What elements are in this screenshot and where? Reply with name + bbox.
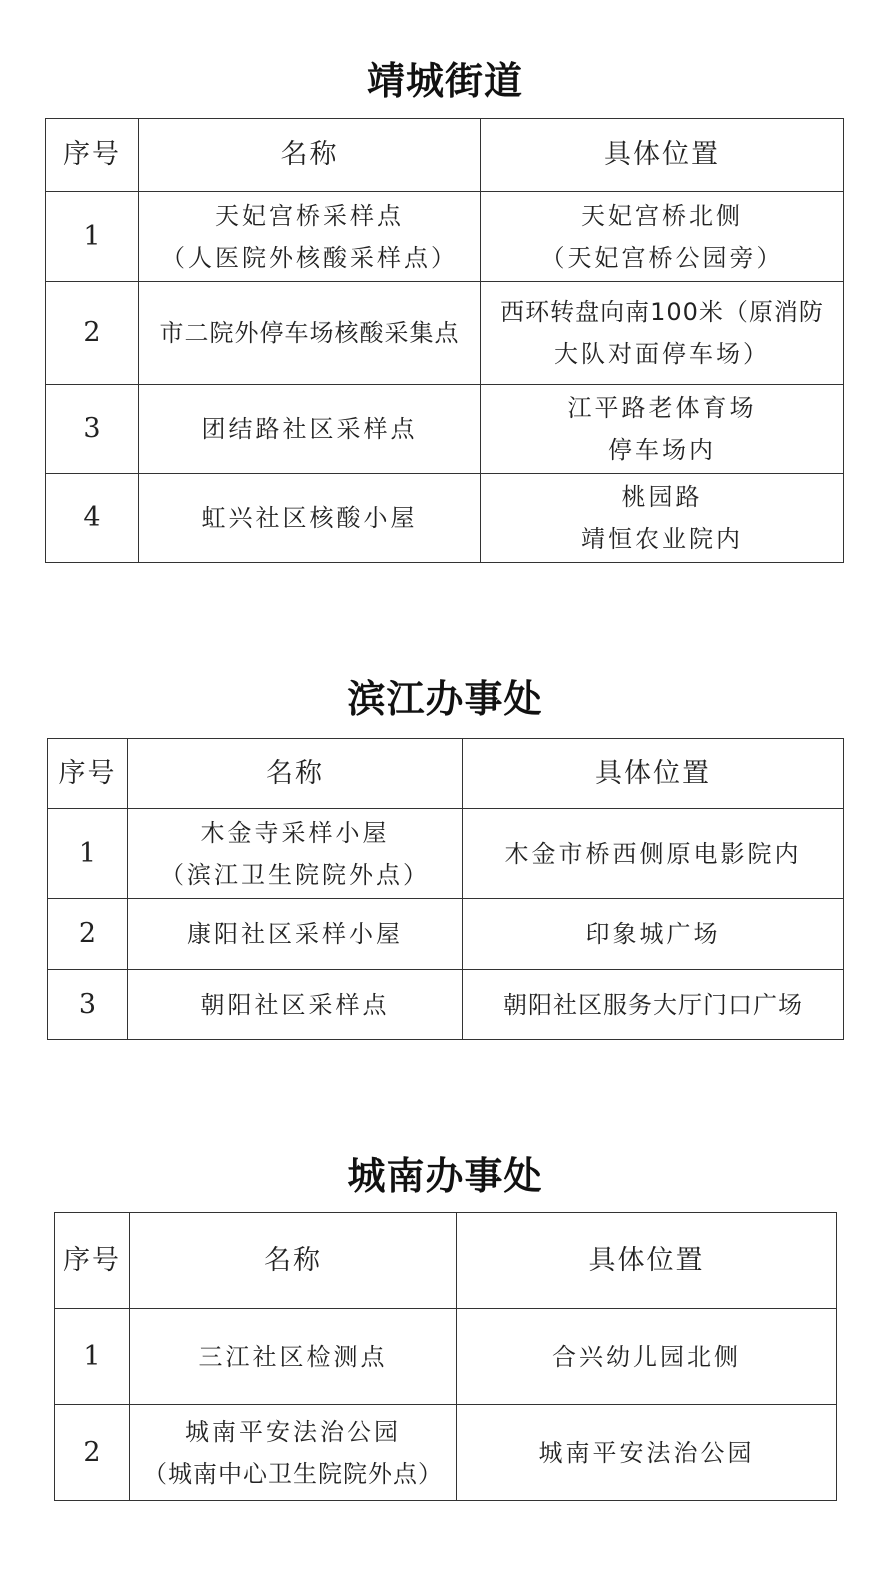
row-index: 2 — [55, 1405, 130, 1501]
site-name-line: 城南平安法治公园 — [185, 1417, 401, 1446]
site-name-line: 市二院外停车场核酸采集点 — [159, 319, 460, 347]
site-name — [128, 809, 463, 899]
row-index: 1 — [48, 809, 128, 899]
site-name-line: 三江社区检测点 — [198, 1342, 388, 1371]
site-location — [481, 282, 844, 385]
site-location-line: 靖恒农业院内 — [581, 525, 743, 553]
sampling-sites-table-binjiang — [47, 738, 844, 1040]
site-location-line: 桃园路 — [621, 483, 703, 511]
section-title-jingcheng: 靖城街道 — [366, 59, 523, 103]
row-index: 1 — [46, 192, 139, 282]
site-name — [128, 970, 463, 1040]
table-row — [55, 1309, 837, 1405]
site-name-line: 团结路社区采样点 — [201, 415, 418, 443]
site-location-line: 江平路老体育场 — [567, 394, 757, 422]
site-name — [139, 192, 481, 282]
site-name-line: 朝阳社区采样点 — [200, 990, 390, 1019]
site-location-line: 天妃宫桥北侧 — [581, 201, 743, 230]
section-title-chengnan: 城南办事处 — [347, 1154, 543, 1198]
sampling-sites-table-jingcheng — [45, 118, 844, 563]
site-name-line: 康阳社区采样小屋 — [187, 920, 403, 948]
site-name-line: （城南中心卫生院院外点） — [143, 1459, 443, 1488]
site-location — [463, 899, 844, 970]
site-name-line: 木金寺采样小屋 — [200, 818, 390, 847]
site-location — [463, 970, 844, 1040]
row-index: 1 — [55, 1309, 130, 1405]
site-location-line: 城南平安法治公园 — [538, 1438, 755, 1467]
header-name: 名称 — [139, 119, 481, 192]
row-index: 2 — [48, 899, 128, 970]
table-header-row — [55, 1213, 837, 1309]
site-location — [481, 474, 844, 563]
row-index: 3 — [46, 385, 139, 474]
site-location-line: 大队对面停车场） — [554, 340, 770, 368]
site-name — [139, 474, 481, 563]
row-index: 2 — [46, 282, 139, 385]
site-location — [463, 809, 844, 899]
site-name — [139, 385, 481, 474]
table-row — [55, 1405, 837, 1501]
site-location — [457, 1405, 837, 1501]
row-index: 4 — [46, 474, 139, 563]
table-row — [48, 970, 844, 1040]
site-name-line: （滨江卫生院院外点） — [160, 860, 430, 889]
table-row — [46, 385, 844, 474]
table-header-row — [48, 739, 844, 809]
site-location — [481, 385, 844, 474]
site-location-line: 合兴幼儿园北侧 — [552, 1342, 741, 1371]
header-index: 序号 — [46, 119, 139, 192]
site-location-line: 木金市桥西侧原电影院内 — [504, 839, 802, 868]
header-location: 具体位置 — [463, 739, 844, 809]
header-name: 名称 — [130, 1213, 457, 1309]
table-row — [48, 899, 844, 970]
header-index: 序号 — [48, 739, 128, 809]
site-location — [457, 1309, 837, 1405]
site-name — [130, 1309, 457, 1405]
section-title-binjiang: 滨江办事处 — [347, 677, 543, 721]
site-location — [481, 192, 844, 282]
site-name — [139, 282, 481, 385]
site-name-line: 虹兴社区核酸小屋 — [201, 504, 418, 532]
site-name — [128, 899, 463, 970]
table-row — [48, 809, 844, 899]
site-location-line: （天妃宫桥公园旁） — [540, 243, 784, 272]
site-location-line: 印象城广场 — [585, 920, 721, 948]
site-location-line: 西环转盘向南100米（原消防 — [500, 298, 824, 326]
header-index: 序号 — [55, 1213, 130, 1309]
header-location: 具体位置 — [457, 1213, 837, 1309]
row-index: 3 — [48, 970, 128, 1040]
table-row — [46, 282, 844, 385]
table-row — [46, 474, 844, 563]
site-location-line: 停车场内 — [608, 436, 716, 464]
table-row — [46, 192, 844, 282]
site-name — [130, 1405, 457, 1501]
site-name-line: （人医院外核酸采样点） — [161, 243, 458, 272]
header-location: 具体位置 — [481, 119, 844, 192]
site-location-line: 朝阳社区服务大厅门口广场 — [503, 990, 803, 1019]
header-name: 名称 — [128, 739, 463, 809]
site-name-line: 天妃宫桥采样点 — [215, 201, 404, 230]
sampling-sites-table-chengnan — [54, 1212, 837, 1501]
table-header-row — [46, 119, 844, 192]
